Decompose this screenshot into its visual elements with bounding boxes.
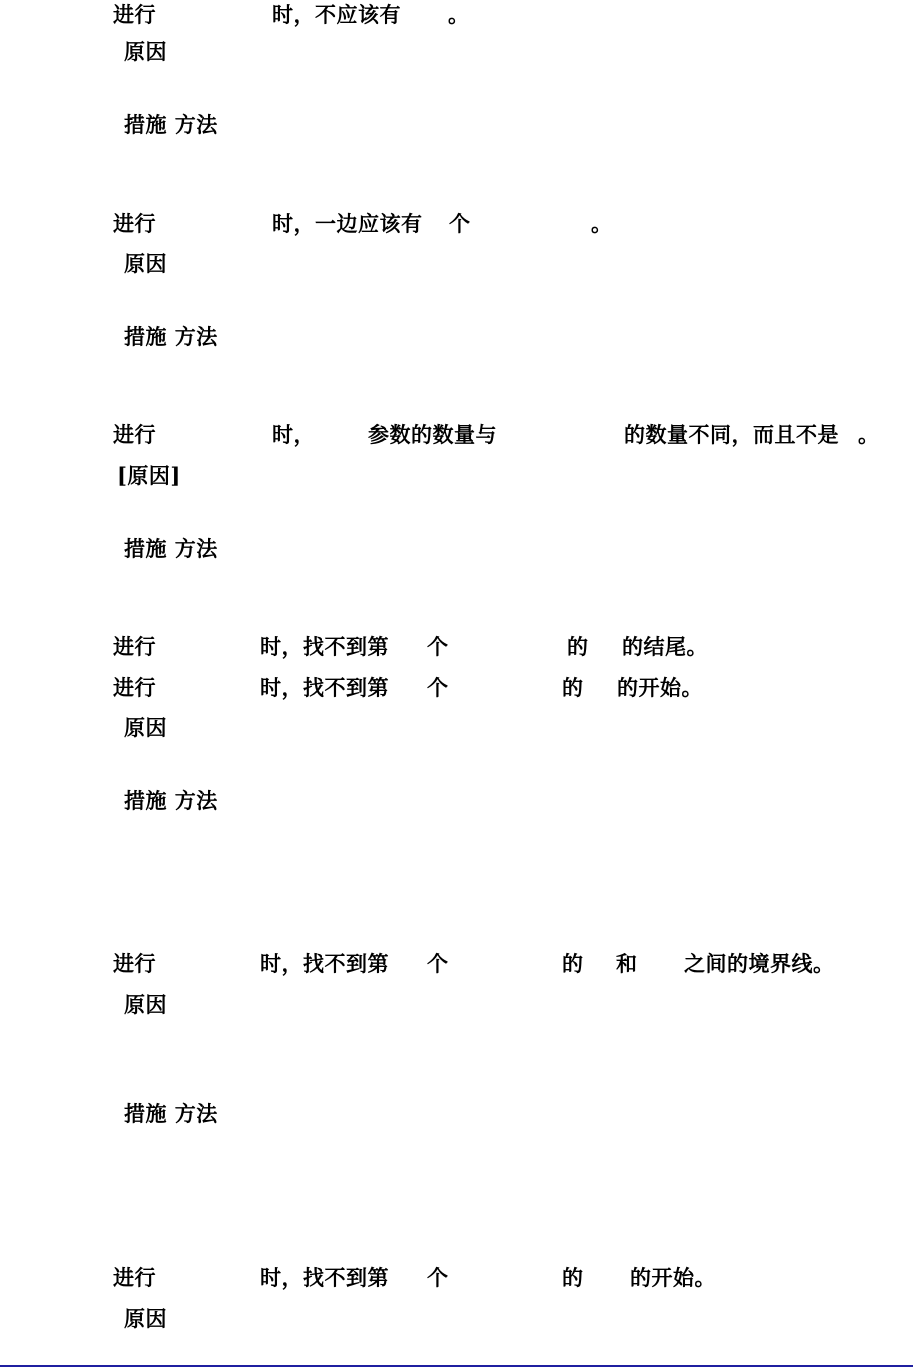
message-fragment: 时，找不到第 [260,675,389,700]
message-fragment: 时，找不到第 [260,634,389,659]
message-fragment: 的开始。 [617,675,703,700]
page-bottom-rule [0,1365,913,1367]
message-fragment: 时，一边应该有 [272,211,423,236]
message-fragment: 的 [562,1265,584,1290]
message-fragment: 个 [427,1265,449,1290]
measure-label: 措施 方法 [124,788,218,813]
message-fragment: 的开始。 [630,1265,716,1290]
message-fragment: 进行 [113,634,156,659]
reason-label: [原因] [117,463,181,488]
message-fragment: 时，找不到第 [260,951,389,976]
measure-label: 措施 方法 [124,536,218,561]
message-fragment: 个 [427,634,449,659]
message-fragment: 进行 [113,1265,156,1290]
message-fragment: 进行 [113,675,156,700]
message-fragment: 时，不应该有 [272,2,401,27]
reason-label: 原因 [124,1306,167,1331]
message-fragment: 的 [567,634,589,659]
message-fragment: 。 [448,2,470,27]
message-fragment: 参数的数量与 [368,422,497,447]
message-fragment: 时，找不到第 [260,1265,389,1290]
message-fragment: 进行 [113,2,156,27]
message-fragment: 个 [427,675,449,700]
message-fragment: 的结尾。 [622,634,708,659]
measure-label: 措施 方法 [124,112,218,137]
measure-label: 措施 方法 [124,1101,218,1126]
reason-label: 原因 [124,39,167,64]
message-fragment: 进行 [113,422,156,447]
reason-label: 原因 [124,251,167,276]
message-fragment: 时， [272,422,315,447]
reason-label: 原因 [124,992,167,1017]
message-fragment: 的 [562,951,584,976]
message-fragment: 和 [616,951,638,976]
message-fragment: 个 [449,211,471,236]
message-fragment: 的数量不同，而且不是 [624,422,839,447]
message-fragment: 进行 [113,951,156,976]
message-fragment: 个 [427,951,449,976]
measure-label: 措施 方法 [124,324,218,349]
message-fragment: 的 [562,675,584,700]
message-fragment: 。 [591,211,613,236]
message-fragment: 进行 [113,211,156,236]
reason-label: 原因 [124,715,167,740]
message-fragment: 。 [858,422,880,447]
message-fragment: 之间的境界线。 [684,951,835,976]
